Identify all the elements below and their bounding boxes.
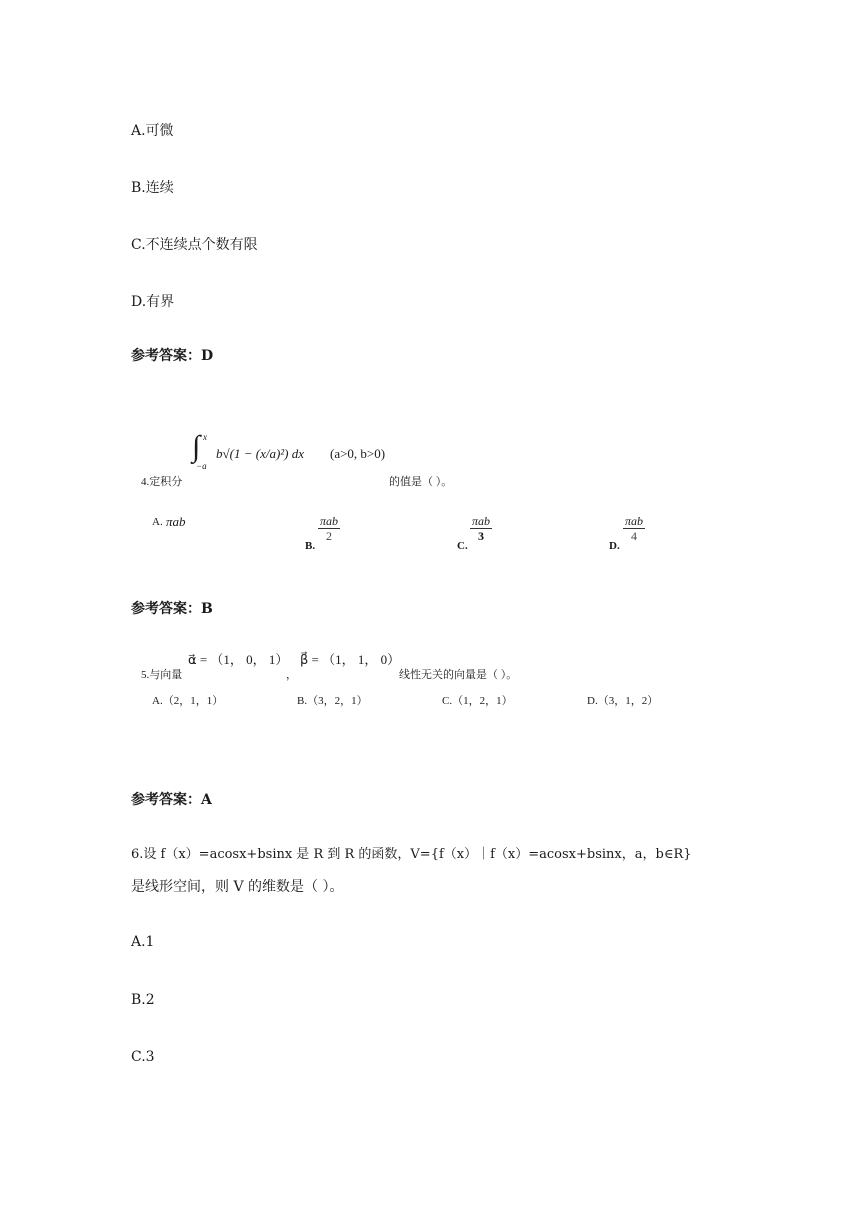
q4-option-a-value: πab <box>166 514 186 529</box>
q5-prefix: 5.与向量 <box>141 669 183 681</box>
q3-option-d: D.有界 <box>131 294 175 310</box>
q4-option-a-label: A. <box>152 516 163 528</box>
q6-stem-line2: 是线形空间，则 V 的维数是（ ）。 <box>131 879 344 895</box>
q5-alpha-vector: α⃗ = （1， 0， 1） <box>188 652 289 667</box>
q4-option-b-num: πab <box>320 514 339 528</box>
q3-option-a: A.可微 <box>131 123 174 139</box>
q4-answer: 参考答案：B <box>131 601 213 617</box>
q4-option-c-label: C. <box>457 540 468 552</box>
integral-sign: ∫ <box>192 430 201 463</box>
q5-beta-vector: β⃗ = （1， 1， 0） <box>300 652 401 667</box>
integral-upper: x <box>203 432 207 442</box>
q3-option-b: B.连续 <box>131 180 174 196</box>
q4-option-b-fraction <box>318 514 340 543</box>
q6-option-c: C.3 <box>131 1049 155 1065</box>
integrand: b√(1 − (x/a)²) dx <box>216 446 305 461</box>
q4-option-c-den: 3 <box>478 529 484 543</box>
q5-option-d: D.（3，1，2） <box>587 695 659 707</box>
q6-option-b: B.2 <box>131 992 155 1008</box>
q5-suffix: 线性无关的向量是（ ）。 <box>399 669 518 681</box>
q6-stem-line1: 6.设 f（x）=acosx+bsinx 是 R 到 R 的函数，V={f（x）｜f（x）=acosx+bsinx，a，b∈R} <box>131 847 692 862</box>
q6-option-a: A.1 <box>131 934 155 950</box>
q4-suffix: 的值是（ ）。 <box>389 476 453 488</box>
q5-option-c: C.（1，2，1） <box>442 695 513 707</box>
integral-lower: −a <box>196 461 207 471</box>
q4-option-d-fraction <box>623 514 645 543</box>
q4-option-c-num: πab <box>472 514 491 528</box>
q5-comma: ， <box>286 669 297 681</box>
q4-option-d-label: D. <box>609 540 620 552</box>
q4-option-b-label: B. <box>305 540 316 552</box>
q5-answer: 参考答案：A <box>131 792 212 808</box>
q4-option-c-fraction <box>470 514 492 543</box>
q4-prefix: 4.定积分 <box>141 476 183 488</box>
q5-option-b: B.（3，2，1） <box>297 695 368 707</box>
q3-option-c: C.不连续点个数有限 <box>131 237 258 253</box>
q5-option-a: A.（2，1，1） <box>152 695 224 707</box>
q4-option-d-den: 4 <box>631 529 637 543</box>
q4-option-d-num: πab <box>625 514 644 528</box>
q4-option-b-den: 2 <box>326 529 332 543</box>
q3-answer: 参考答案：D <box>131 348 214 364</box>
integral-condition: (a>0, b>0) <box>330 446 386 461</box>
